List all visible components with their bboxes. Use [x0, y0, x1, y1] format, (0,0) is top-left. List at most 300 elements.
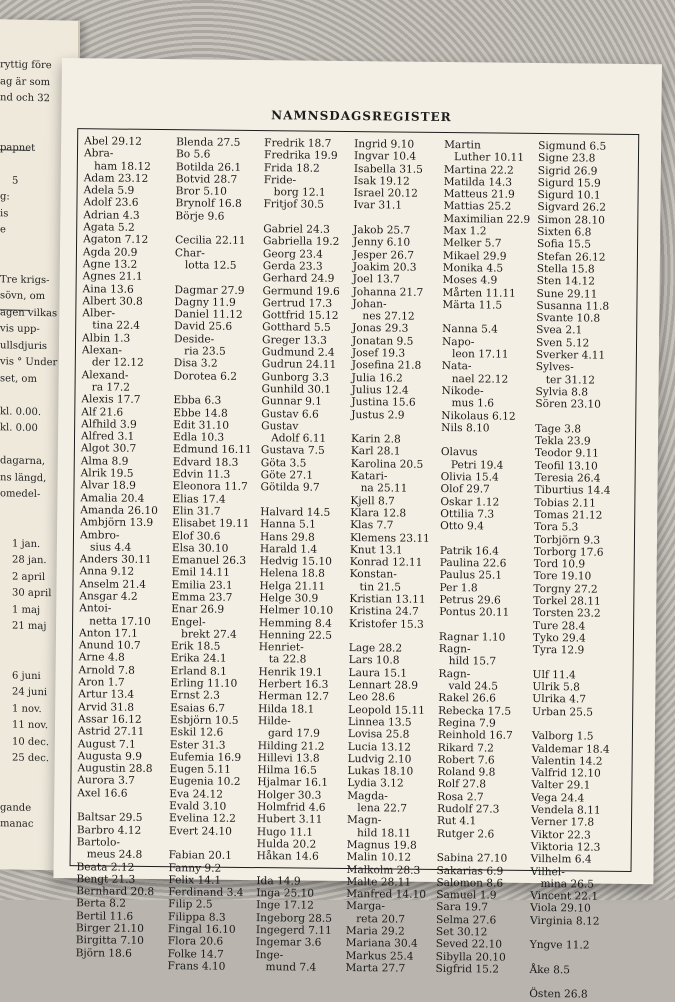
name-day-entry: Ingrid 9.10: [354, 138, 415, 151]
name-day-entry: Rutger 2.6: [436, 827, 495, 841]
name-day-entry: Gustava 7.5: [260, 444, 325, 458]
name-day-entry: Adolf 6.11: [260, 432, 327, 445]
name-day-entry: Axel 16.6: [77, 786, 128, 800]
name-day-entry: Fredrik 18.7: [264, 137, 332, 150]
name-day-entry: gard 17.9: [257, 727, 321, 740]
left-page-fragment: dagarna,: [0, 455, 46, 468]
name-day-entry: Gudmund 2.4: [261, 346, 335, 359]
name-day-entry: Ragnar 1.10: [438, 630, 506, 644]
left-page-fragment: kl. 0.00.: [0, 405, 42, 418]
name-day-entry: Vilhel-: [530, 865, 565, 878]
left-page-fragment: manac: [0, 818, 34, 830]
name-day-entry: Sten 14.12: [536, 275, 596, 288]
name-column-6: [529, 140, 616, 1002]
name-day-entry: Greger 13.3: [261, 333, 327, 347]
name-day-entry: Evald 3.10: [169, 800, 227, 813]
left-page-fragment: Tre krigs-: [0, 273, 50, 286]
name-day-entry: Valdemar 18.4: [531, 742, 610, 756]
name-day-entry: Simon 28.10: [537, 213, 605, 227]
name-day-entry: Regina 7.9: [437, 716, 496, 730]
left-page-fragment: [0, 158, 70, 159]
name-day-entry: Elisabet 19.11: [172, 517, 250, 531]
name-day-entry: Arne 4.8: [78, 651, 125, 665]
name-day-entry: Josefina 21.8: [351, 359, 422, 373]
name-day-entry: Hjalmar 16.1: [257, 776, 329, 790]
register-frame: [70, 128, 640, 1002]
name-day-entry: Elias 17.4: [172, 492, 226, 506]
name-day-entry: Torsten 23.2: [533, 607, 601, 620]
name-day-entry: ta 22.8: [258, 653, 307, 667]
name-day-entry: Börje 9.6: [175, 209, 225, 223]
name-day-entry: Tora 5.3: [534, 521, 579, 534]
name-day-entry: Göte 27.1: [260, 469, 314, 482]
name-day-entry: Reinhold 16.7: [437, 729, 513, 743]
name-day-entry: Gudrun 24.11: [261, 358, 337, 372]
name-day-entry: Marga-: [346, 900, 386, 913]
name-day-entry: sius 4.4: [79, 541, 132, 554]
name-day-entry: Tyra 12.9: [532, 644, 585, 657]
name-day-entry: Agata 5.2: [83, 221, 135, 234]
name-day-entry: Agda 20.9: [82, 245, 138, 259]
name-day-entry: Tiburtius 14.4: [534, 484, 611, 498]
name-day-entry: Ansgar 4.2: [79, 590, 138, 603]
name-day-entry: Gabriel 24.3: [263, 223, 330, 236]
name-day-entry: Dorotea 6.2: [173, 369, 238, 383]
name-day-entry: Viktor 22.3: [530, 828, 591, 842]
name-day-entry: Manfred 14.10: [346, 888, 427, 901]
name-day-entry: Matteus 21.9: [443, 188, 515, 201]
name-day-entry: Frida 18.2: [263, 161, 320, 175]
name-day-entry: Alexis 17.7: [81, 393, 141, 407]
name-day-entry: Melker 5.7: [443, 237, 502, 250]
name-day-entry: Sibylla 20.10: [435, 950, 506, 964]
name-day-entry: Bartolo-: [76, 836, 121, 849]
name-day-entry: [530, 927, 608, 940]
name-day-entry: Johan-: [352, 297, 387, 311]
name-day-entry: Olivia 15.4: [440, 471, 499, 484]
name-day-entry: Emilia 23.1: [171, 578, 233, 592]
name-day-entry: Valborg 1.5: [531, 730, 594, 743]
name-day-entry: [440, 532, 527, 545]
name-day-entry: Israel 20.12: [353, 187, 419, 200]
name-day-entry: brekt 27.4: [170, 628, 237, 641]
name-day-entry: Lukas 18.10: [347, 765, 414, 778]
name-day-entry: Vendela 8.11: [531, 803, 601, 817]
name-day-entry: Astrid 27.11: [77, 725, 145, 739]
name-day-entry: Esaias 6.7: [170, 701, 226, 715]
name-day-entry: Max 1.2: [443, 225, 487, 238]
name-day-entry: Luther 10.11: [443, 151, 525, 165]
name-day-entry: Bo 5.6: [175, 148, 211, 161]
name-day-entry: netta 17.10: [79, 614, 151, 628]
name-day-entry: Stefan 26.12: [536, 250, 606, 264]
name-day-entry: Ingegerd 7.11: [255, 924, 332, 937]
name-day-entry: Matilda 14.3: [443, 175, 513, 189]
name-day-entry: Kristina 24.7: [349, 605, 419, 619]
name-day-entry: [442, 311, 529, 324]
left-page-fragment: 1 nov.: [12, 703, 42, 715]
name-day-entry: Gotthard 5.5: [262, 321, 331, 335]
name-day-entry: Moses 4.9: [442, 274, 498, 287]
name-day-entry: Petrus 29.6: [439, 593, 501, 607]
left-page-fragment: omedel-: [0, 488, 41, 501]
name-day-entry: Svea 2.1: [536, 324, 583, 337]
name-day-entry: Marta 27.7: [345, 961, 406, 975]
name-day-entry: Erland 8.1: [170, 664, 227, 678]
name-day-entry: Mattias 25.2: [443, 200, 512, 214]
name-day-entry: Johanna 21.7: [352, 285, 424, 299]
name-day-entry: Alber-: [82, 307, 116, 320]
name-day-entry: Magn-: [346, 814, 382, 827]
name-day-entry: Gerhard 24.9: [262, 272, 335, 286]
name-day-entry: Björn 18.6: [75, 946, 132, 960]
name-day-entry: Arvid 31.8: [78, 700, 135, 714]
name-day-entry: August 7.1: [77, 737, 136, 751]
left-page-fragment: nd och 32: [0, 92, 50, 105]
name-day-entry: Arnold 7.8: [78, 663, 135, 677]
name-day-entry: Sverker 4.11: [535, 349, 606, 362]
name-day-entry: Evelina 12.2: [168, 812, 236, 826]
name-day-entry: Ingemar 3.6: [255, 936, 322, 950]
name-day-entry: Eva 24.12: [169, 787, 224, 801]
name-day-entry: [351, 421, 431, 434]
name-day-entry: Alma 8.9: [80, 454, 129, 468]
left-page-fragment: ag är som: [0, 75, 51, 88]
name-day-entry: reta 20.7: [345, 912, 406, 926]
name-day-entry: lena 22.7: [347, 802, 408, 815]
left-page-fragment: 11 nov.: [12, 719, 49, 732]
name-day-entry: Botilda 26.1: [175, 160, 242, 174]
name-day-entry: Selma 27.6: [435, 913, 497, 927]
name-day-entry: Justina 15.6: [351, 396, 416, 409]
left-page-fragment: 1 maj: [12, 604, 41, 616]
left-page-fragment: [0, 109, 70, 110]
name-day-entry: Gottfrid 15.12: [262, 309, 339, 323]
name-day-entry: Valentin 14.2: [531, 754, 603, 768]
name-day-entry: Dagny 11.9: [174, 296, 236, 309]
name-day-entry: Evert 24.10: [168, 824, 232, 838]
name-day-entry: Ulf 11.4: [532, 668, 576, 682]
name-day-entry: Nata-: [441, 360, 472, 373]
name-day-entry: Sixten 6.8: [537, 226, 592, 239]
name-day-entry: Tyko 29.4: [532, 631, 586, 645]
name-day-entry: Edit 31.10: [173, 419, 230, 432]
name-day-entry: Sigurd 15.9: [537, 176, 601, 190]
name-day-entry: Hugo 11.1: [256, 825, 314, 839]
left-page-fragment: vis ° Under: [0, 356, 58, 369]
name-day-entry: [173, 382, 252, 395]
name-day-entry: na 25.11: [350, 482, 408, 495]
name-day-entry: Engel-: [171, 615, 206, 629]
name-day-entry: Tomas 21.12: [534, 508, 603, 522]
name-day-entry: Adam 23.12: [83, 172, 149, 185]
name-day-entry: Tekla 23.9: [534, 435, 591, 448]
name-column-3: [255, 137, 341, 974]
name-day-entry: Svante 10.8: [536, 312, 601, 325]
left-page-fragment: sövn, om: [0, 290, 46, 303]
name-day-entry: Laura 15.1: [348, 666, 408, 680]
left-page-fragment: papnet: [0, 141, 36, 154]
name-day-entry: mus 1.6: [441, 397, 495, 410]
name-day-entry: Nanna 5.4: [442, 323, 499, 337]
name-day-entry: Hulda 20.2: [256, 838, 317, 851]
name-day-entry: Alf 21.6: [81, 405, 124, 419]
left-page-fragment: 5: [12, 175, 19, 187]
name-day-entry: Åke 8.5: [529, 963, 571, 977]
name-day-entry: [260, 494, 337, 507]
name-day-entry: Eufemia 16.9: [169, 751, 242, 764]
name-day-entry: Sylvia 8.8: [535, 385, 589, 399]
name-day-entry: Teofil 13.10: [534, 459, 598, 473]
name-day-entry: Gunnar 9.1: [261, 395, 323, 408]
page-title: NAMNSDAGSREGISTER: [271, 108, 452, 125]
name-day-entry: Eskil 12.6: [169, 726, 224, 739]
name-day-entry: Hans 29.8: [259, 530, 315, 544]
left-page-fragment: vis upp-: [0, 323, 40, 335]
name-day-entry: ter 31.12: [535, 373, 596, 387]
name-day-entry: Salomon 8.6: [436, 876, 504, 890]
name-day-entry: [532, 718, 610, 731]
name-day-entry: Blenda 27.5: [176, 136, 241, 149]
name-day-entry: Rudolf 27.3: [437, 803, 500, 816]
name-day-entry: Oskar 1.12: [440, 495, 500, 509]
name-day-entry: Susanna 11.8: [536, 299, 610, 313]
name-day-entry: Maximilian 22.9: [443, 212, 531, 226]
name-day-entry: Tage 3.8: [535, 422, 582, 436]
name-day-entry: Helga 21.11: [259, 579, 326, 593]
name-day-entry: Jonas 29.3: [352, 322, 409, 336]
name-day-entry: Fritjof 30.5: [263, 198, 325, 212]
name-day-entry: Emanuel 26.3: [171, 554, 247, 568]
name-day-entry: Filippa 8.3: [167, 910, 226, 924]
name-day-entry: Otto 9.4: [440, 520, 484, 533]
name-day-entry: Bernhard 20.8: [76, 885, 155, 899]
name-day-entry: Martina 22.2: [443, 163, 514, 177]
name-day-entry: Gabriella 19.2: [263, 235, 340, 249]
name-day-entry: Germund 19.6: [262, 284, 340, 298]
name-day-entry: Maria 29.2: [345, 925, 405, 938]
name-day-entry: Knut 13.1: [349, 543, 403, 557]
name-day-entry: Ludvig 2.10: [347, 752, 412, 766]
name-day-entry: Amalia 20.4: [80, 491, 145, 505]
name-day-entry: Alfhild 3.9: [81, 418, 137, 431]
name-day-entry: Klara 12.8: [350, 506, 407, 520]
name-day-entry: Henriet-: [258, 641, 304, 654]
name-day-entry: Assar 16.12: [78, 713, 142, 726]
name-day-entry: Paulus 25.1: [439, 569, 503, 583]
name-day-entry: Fride-: [263, 174, 297, 187]
left-page-fragment: 6 juni: [12, 670, 41, 682]
name-day-entry: Ebba 6.3: [173, 394, 222, 407]
name-day-entry: Jesper 26.7: [352, 248, 415, 262]
name-day-entry: Helge 30.9: [259, 592, 319, 605]
name-day-entry: Abel 29.12: [84, 135, 142, 148]
name-day-entry: [169, 837, 248, 850]
name-day-entry: Tore 19.10: [533, 570, 592, 583]
name-day-entry: Agnes 21.1: [82, 270, 143, 284]
name-day-entry: Inge-: [255, 948, 284, 961]
name-day-entry: Torgny 27.2: [533, 582, 598, 596]
name-day-entry: Brynolf 16.8: [175, 197, 242, 211]
name-day-entry: Adela 5.9: [83, 184, 135, 197]
name-day-entry: Herman 12.7: [258, 690, 330, 704]
name-day-entry: Edvin 11.3: [172, 468, 231, 481]
name-day-entry: Hedvig 15.10: [259, 555, 332, 568]
name-day-entry: tina 22.4: [82, 319, 141, 333]
name-day-entry: Sigurd 10.1: [537, 189, 601, 202]
name-day-entry: Gunborg 3.3: [261, 370, 330, 384]
name-day-entry: hild 15.7: [438, 655, 497, 669]
name-day-entry: Konrad 12.11: [349, 556, 423, 569]
name-day-entry: Karin 2.8: [350, 433, 401, 446]
left-page-fragment: is: [0, 207, 9, 219]
name-day-entry: Ferdinand 3.4: [168, 886, 244, 900]
name-day-entry: Barbro 4.12: [76, 823, 142, 837]
name-day-entry: Ottilia 7.3: [440, 507, 495, 521]
name-day-entry: Hillevi 13.8: [257, 751, 320, 765]
left-page-fragment: kl. 0.00: [0, 422, 38, 434]
name-day-entry: Teodor 9.11: [534, 447, 600, 461]
name-day-entry: Rebecka 17.5: [438, 704, 512, 718]
name-day-entry: mina 26.5: [530, 877, 595, 891]
left-page-fragment: 2 april: [12, 571, 46, 583]
name-day-entry: Sofia 15.5: [537, 238, 592, 251]
name-day-entry: Erik 18.5: [170, 640, 221, 653]
name-day-entry: Sabina 27.10: [436, 852, 508, 865]
name-day-entry: Seved 22.10: [435, 938, 503, 951]
name-day-entry: Linnea 13.5: [347, 715, 412, 729]
name-day-entry: Sven 5.12: [535, 336, 590, 350]
name-day-entry: Fredrika 19.9: [263, 149, 338, 163]
name-day-entry: [175, 271, 254, 284]
name-day-entry: der 12.12: [81, 356, 144, 370]
name-day-entry: Robert 7.6: [437, 753, 495, 767]
name-day-entry: Magda-: [347, 789, 388, 803]
name-day-entry: Antoi-: [79, 602, 112, 615]
name-day-entry: Enar 26.9: [171, 603, 225, 617]
name-day-entry: Disa 3.2: [173, 357, 218, 370]
name-day-entry: Mårten 11.11: [442, 286, 516, 300]
name-day-entry: Augusta 9.9: [77, 750, 143, 763]
name-day-entry: Aina 13.6: [82, 282, 134, 296]
name-day-entry: Ida 14.9: [256, 874, 301, 888]
name-day-entry: Bertil 11.6: [75, 909, 134, 923]
name-day-entry: Karolina 20.5: [350, 457, 424, 471]
name-day-entry: Götilda 9.7: [260, 481, 320, 495]
name-day-entry: Helmer 10.10: [259, 604, 334, 618]
name-day-entry: Malte 28.11: [346, 875, 412, 889]
name-column-5: [435, 139, 531, 976]
name-day-entry: lotta 12.5: [174, 259, 237, 272]
name-day-entry: Erling 11.10: [170, 677, 238, 690]
name-day-entry: Viktoria 12.3: [530, 840, 601, 854]
name-day-entry: Botvid 28.7: [175, 173, 238, 186]
name-day-entry: Leopold 15.11: [348, 703, 425, 717]
name-day-entry: Alrik 19.5: [80, 467, 134, 480]
name-day-entry: Adrian 4.3: [83, 209, 140, 222]
name-day-entry: mund 7.4: [255, 960, 317, 974]
name-day-entry: Georg 23.4: [262, 247, 323, 261]
name-day-entry: Helena 18.8: [259, 567, 325, 581]
name-day-entry: Rosa 2.7: [437, 790, 484, 804]
name-day-entry: Sigmund 6.5: [538, 139, 607, 153]
name-day-entry: Hanna 5.1: [260, 518, 316, 531]
left-page-fragment: [0, 125, 70, 126]
name-day-entry: Torkel 28.11: [533, 594, 601, 608]
name-day-entry: Vincent 22.1: [530, 890, 599, 903]
name-day-entry: Adolf 23.6: [83, 196, 139, 210]
name-day-entry: Cecilia 22.11: [175, 234, 246, 248]
name-column-2: [167, 136, 254, 973]
name-day-entry: Ulrik 5.8: [532, 681, 580, 694]
name-day-entry: Nikolaus 6.12: [441, 409, 516, 423]
name-day-entry: Stella 15.8: [536, 262, 595, 276]
name-day-entry: Inga 25.10: [256, 887, 315, 900]
left-page-fragment: 25 dec.: [12, 752, 50, 765]
name-day-entry: Sakarias 6.9: [436, 864, 504, 878]
name-day-entry: Sören 23.10: [535, 398, 601, 411]
name-day-entry: Gerda 23.3: [262, 260, 323, 273]
name-day-entry: Sigvard 26.2: [537, 201, 607, 215]
name-day-entry: Östen 26.8: [529, 988, 588, 1002]
name-day-entry: Göta 3.5: [260, 456, 307, 470]
name-day-entry: Daniel 11.12: [174, 308, 243, 322]
name-day-entry: Hemming 8.4: [259, 616, 332, 630]
name-day-entry: Petri 19.4: [440, 458, 504, 472]
name-day-entry: Hilma 16.5: [257, 764, 317, 777]
name-day-entry: [77, 799, 155, 812]
name-day-entry: Folke 14.7: [167, 947, 224, 961]
name-day-entry: Vega 24.4: [531, 791, 585, 805]
name-day-entry: Leo 28.6: [348, 691, 396, 704]
name-day-entry: Ambro-: [79, 528, 120, 542]
name-day-entry: Yngve 11.2: [529, 939, 590, 952]
name-day-entry: Henning 22.5: [258, 628, 333, 642]
name-day-entry: Sara 19.7: [436, 901, 489, 914]
left-page-fragment: e: [0, 224, 6, 236]
name-day-entry: Henrik 19.1: [258, 665, 323, 679]
name-day-entry: Ebbe 14.8: [173, 406, 228, 420]
name-day-entry: [353, 212, 433, 225]
name-day-entry: Algot 30.7: [80, 442, 137, 456]
name-day-entry: Albert 30.8: [82, 295, 143, 308]
name-day-entry: Elin 31.7: [172, 505, 221, 518]
name-day-entry: Kjell 8.7: [350, 494, 395, 508]
name-day-entry: Elof 30.6: [171, 529, 221, 543]
name-day-entry: Hilda 18.1: [258, 702, 315, 716]
name-day-entry: Ester 31.3: [169, 738, 226, 752]
name-day-entry: Julia 16.2: [351, 371, 403, 385]
name-day-entry: Erika 24.1: [170, 652, 227, 666]
name-day-entry: Birger 21.10: [75, 922, 145, 935]
name-day-entry: Gertrud 17.3: [262, 296, 333, 310]
name-day-entry: Nikode-: [441, 384, 484, 398]
name-day-entry: Gustav: [261, 419, 299, 433]
name-day-entry: Frans 4.10: [167, 960, 226, 973]
name-day-entry: [441, 434, 528, 447]
left-page-fragment: set, om: [0, 372, 37, 385]
name-day-entry: Edmund 16.11: [172, 443, 252, 457]
name-day-entry: Filip 2.5: [168, 898, 213, 912]
name-day-entry: Märta 11.5: [442, 298, 503, 312]
name-day-entry: Lage 28.2: [348, 642, 403, 655]
name-day-entry: Jakob 25.7: [353, 224, 411, 237]
name-day-entry: Lydia 3.12: [347, 777, 404, 791]
name-day-entry: Urban 25.5: [532, 705, 594, 719]
name-day-entry: Viola 29.10: [530, 902, 591, 915]
name-day-entry: [533, 656, 611, 669]
name-day-entry: Birgitta 7.10: [75, 934, 145, 948]
